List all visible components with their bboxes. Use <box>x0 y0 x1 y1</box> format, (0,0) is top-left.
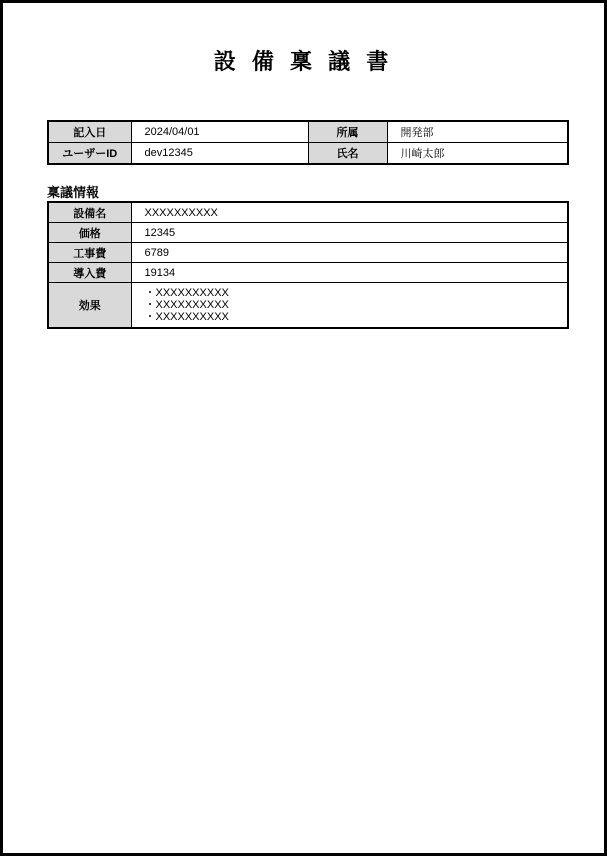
ringi-section-heading: 稟議情報 <box>47 185 100 200</box>
ringi-info-table <box>47 201 569 329</box>
equipment-name-label: 設備名 <box>48 202 131 223</box>
user-id-label: ユーザーID <box>48 143 131 165</box>
table-row <box>48 143 568 165</box>
applicant-info-table <box>47 120 569 165</box>
document-title: 設 備 稟 議 書 <box>213 49 394 74</box>
effect-label: 効果 <box>48 283 131 329</box>
effect-item: ・XXXXXXXXXX <box>144 299 229 311</box>
table-row <box>48 223 568 243</box>
equipment-name-value: XXXXXXXXXX <box>131 202 568 223</box>
user-id-value: dev12345 <box>131 143 308 165</box>
construction-cost-label: 工事費 <box>48 243 131 263</box>
table-row <box>48 263 568 283</box>
effect-item: ・XXXXXXXXXX <box>144 311 229 323</box>
name-value: 川崎太郎 <box>387 143 568 165</box>
installation-cost-label: 導入費 <box>48 263 131 283</box>
table-row <box>48 243 568 263</box>
department-label: 所属 <box>308 121 387 143</box>
installation-cost-value: 19134 <box>131 263 568 283</box>
table-row <box>48 202 568 223</box>
price-value: 12345 <box>131 223 568 243</box>
effect-item: ・XXXXXXXXXX <box>144 287 229 299</box>
price-label: 価格 <box>48 223 131 243</box>
name-label: 氏名 <box>308 143 387 165</box>
table-row <box>48 283 568 329</box>
department-value: 開発部 <box>387 121 568 143</box>
entry-date-value: 2024/04/01 <box>131 121 308 143</box>
table-row <box>48 121 568 143</box>
entry-date-label: 記入日 <box>48 121 131 143</box>
construction-cost-value: 6789 <box>131 243 568 263</box>
effect-value <box>131 283 568 329</box>
